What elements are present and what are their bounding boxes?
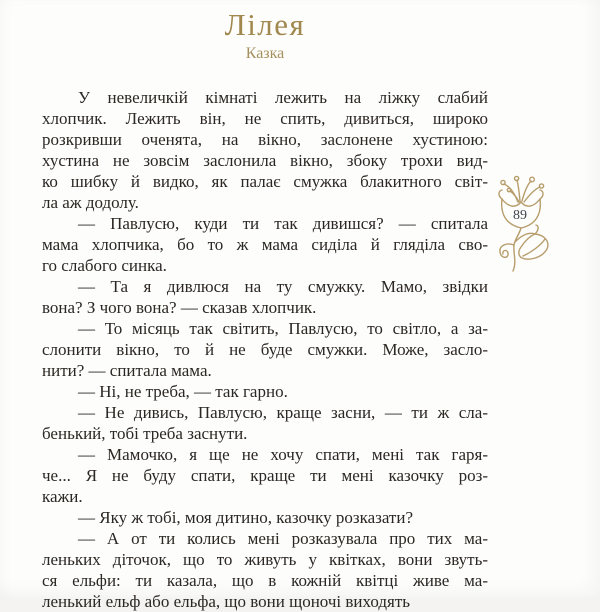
text-line: — Павлусю, куди ти так дивишся? — спитала bbox=[78, 214, 488, 233]
text-line: хлопчик. Лежить він, не спить, дивиться, широко bbox=[42, 109, 488, 128]
text-line: — То місяць так світить, Павлусю, то світло, а за- bbox=[78, 319, 488, 338]
page-number-ornament bbox=[492, 172, 564, 280]
text-line: — Мамочко, я ще не хочу спати, мені так гаря- bbox=[78, 445, 488, 464]
chapter-subtitle: Казка bbox=[245, 45, 285, 62]
text-line: слонити вікно, то й не буде смужки. Може, засло- bbox=[42, 340, 488, 359]
text-line: У невеличкій кімнаті лежить на ліжку слабий bbox=[78, 88, 488, 107]
text-line: ко шибку й видко, як палає смужка блакитного світ- bbox=[42, 172, 488, 191]
text-line: — Та я дивлюся на ту смужку. Мамо, звідки bbox=[78, 277, 488, 296]
text-line: леньких діточок, що то живуть у квітках, вони звуть- bbox=[42, 550, 488, 569]
text-line: че... Я не буду спати, краще ти мені казочку роз- bbox=[42, 466, 488, 485]
chapter-title: Лілея bbox=[224, 7, 306, 42]
text-line: хустина не зовсім заслонила вікно, збоку трохи вид- bbox=[42, 151, 488, 170]
text-line: ла аж додолу. bbox=[42, 193, 139, 212]
text-line: ся ельфи: ти казала, що в кожній квітці живе ма- bbox=[42, 571, 488, 590]
text-line: — Ні, не треба, — так гарно. bbox=[78, 382, 288, 401]
text-line: нити? — спитала мама. bbox=[42, 361, 212, 380]
lily-outline bbox=[499, 176, 548, 271]
page-header bbox=[42, 0, 488, 63]
text-line: бенький, тобі треба заснути. bbox=[42, 424, 248, 443]
text-line: вона? З чого вона? — сказав хлопчик. bbox=[42, 298, 317, 317]
text-line: розкривши оченята, на вікно, заслонене хустиною: bbox=[42, 130, 488, 149]
text-line: ленький ельф або ельфа, що вони щоночі виходять bbox=[42, 592, 411, 611]
page-number: 89 bbox=[513, 208, 527, 223]
text-line: кажи. bbox=[42, 487, 83, 506]
text-line: — Яку ж тобі, моя дитино, казочку розказати? bbox=[78, 508, 414, 527]
text-line: — Не дивись, Павлусю, краще засни, — ти ж сла- bbox=[78, 403, 488, 422]
text-line: — А от ти колись мені розказувала про тих ма- bbox=[78, 529, 488, 548]
lily-flower-ornament-icon bbox=[492, 172, 564, 280]
text-line: мама хлопчика, бо то ж мама сиділа й гляділа сво- bbox=[42, 235, 488, 254]
text-line: го слабого синка. bbox=[42, 256, 167, 275]
page-text bbox=[42, 87, 488, 612]
